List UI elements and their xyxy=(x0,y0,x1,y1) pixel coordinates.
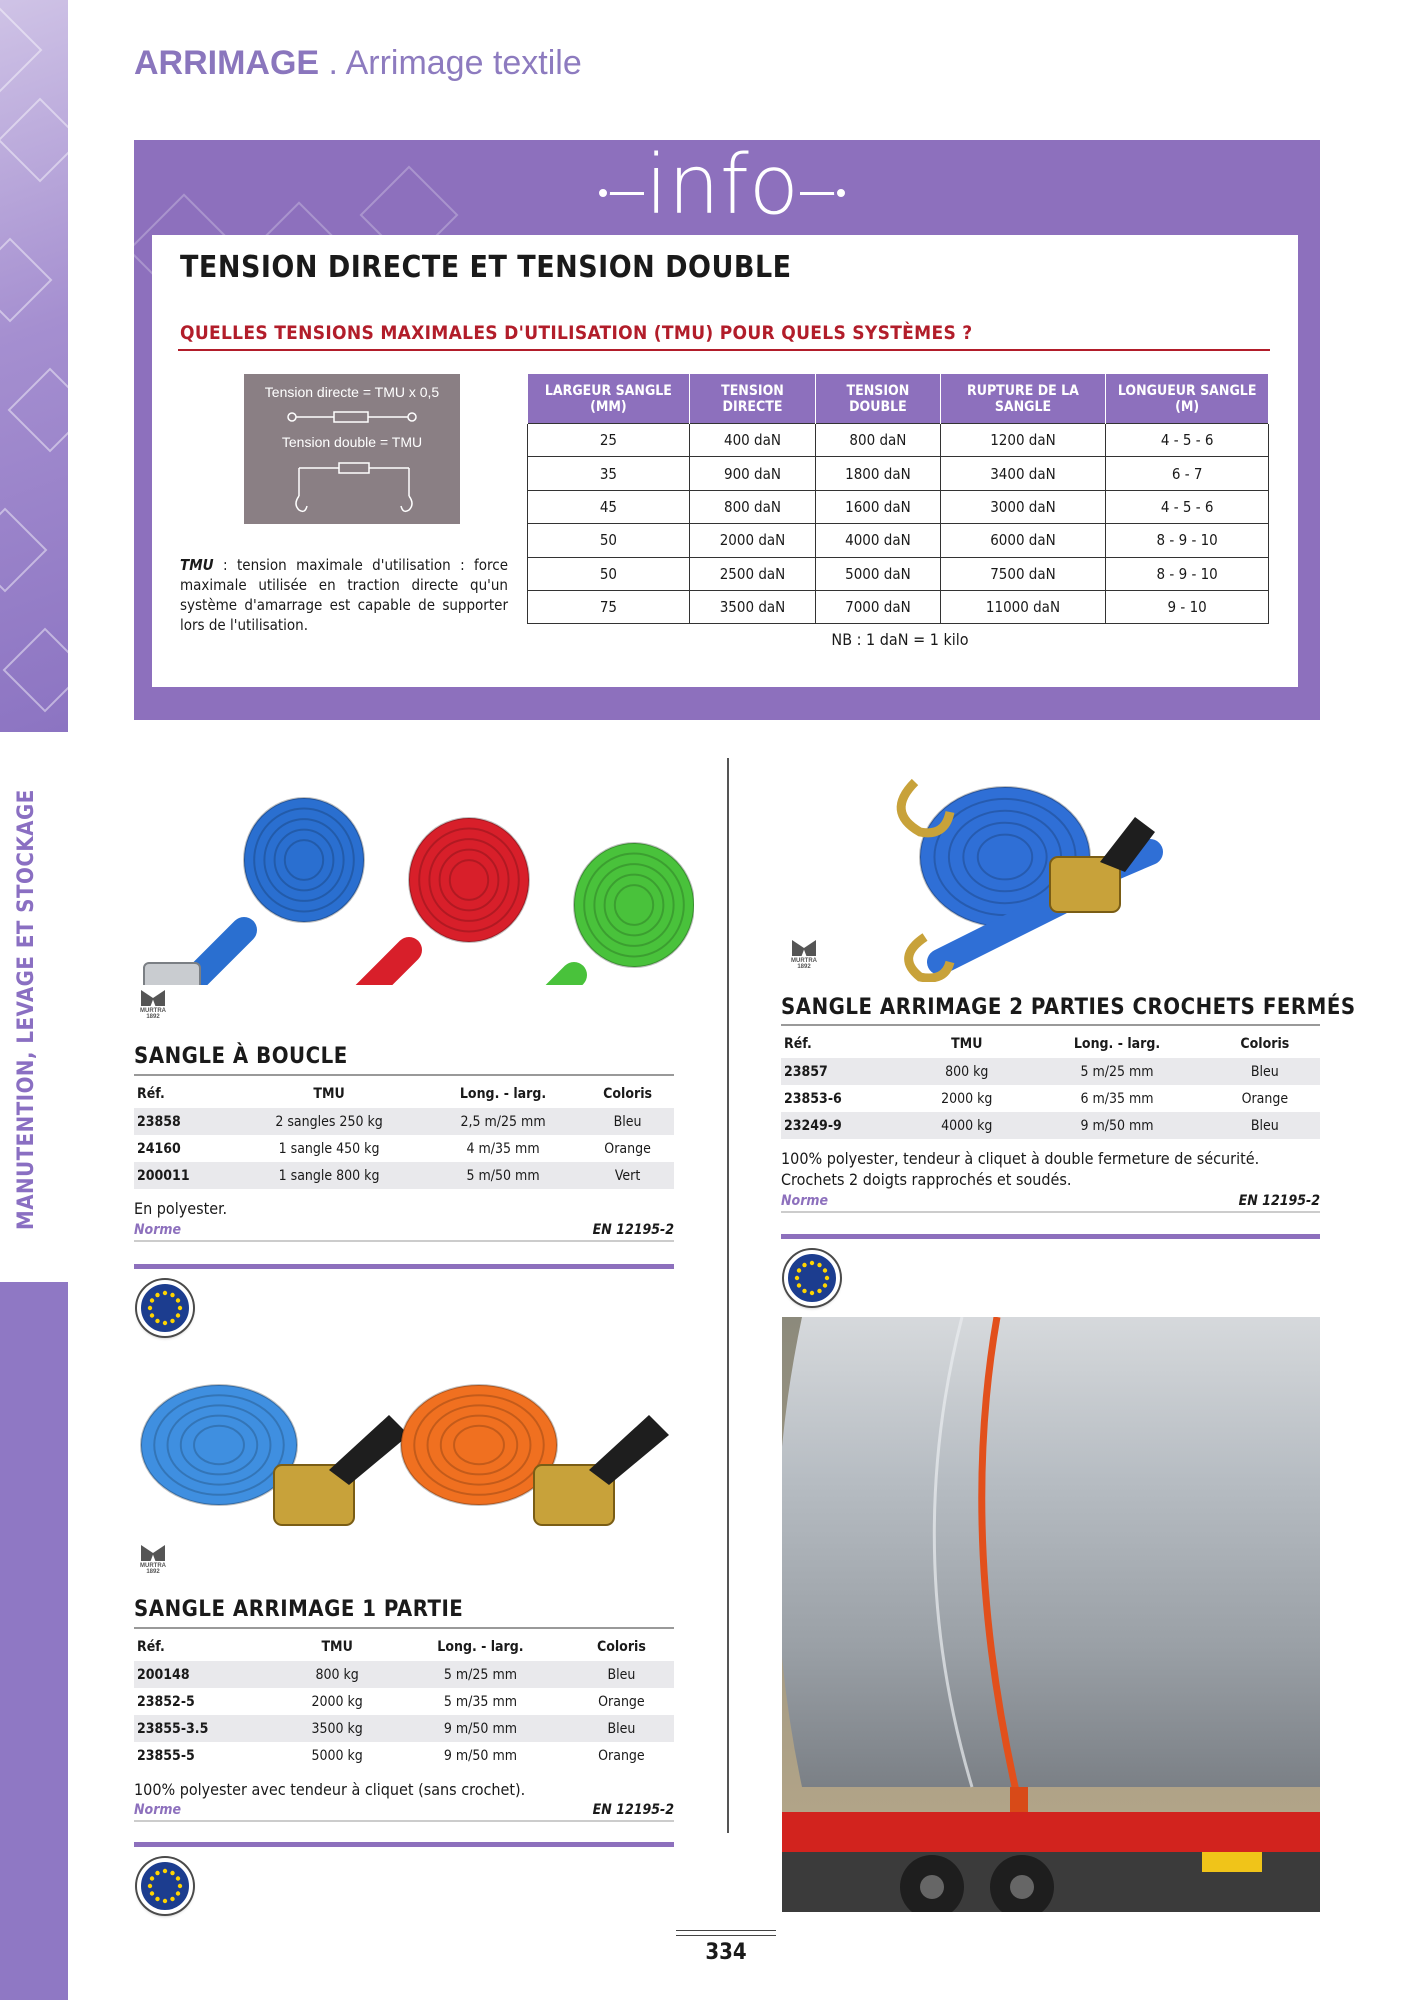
tmu-table-header: LARGEUR SANGLE (MM) xyxy=(528,374,690,424)
eu-star xyxy=(817,1263,821,1267)
strap-band xyxy=(339,950,409,985)
eu-star xyxy=(170,1293,174,1297)
product-table-header: Long. - larg. xyxy=(459,1086,547,1102)
eu-star xyxy=(802,1289,806,1293)
eu-star xyxy=(163,1321,167,1325)
eu-star xyxy=(148,1884,152,1888)
product-table-cell: Orange xyxy=(598,1693,645,1710)
eu-star xyxy=(163,1899,167,1903)
product-table-header-row xyxy=(134,1633,674,1661)
tmu-table-cell: 50 xyxy=(528,524,690,557)
tmu-table-cell: 6000 daN xyxy=(940,524,1106,557)
page-title-subsection: Arrimage textile xyxy=(345,44,582,82)
page-title-section: ARRIMAGE xyxy=(134,44,320,82)
product-table-cell: 2 sangles 250 kg xyxy=(233,1108,425,1135)
eu-stars xyxy=(141,1862,189,1910)
product-table-cell: Bleu xyxy=(581,1108,674,1135)
product-table-cell: 4 m/35 mm xyxy=(466,1140,540,1157)
product-table-cell: Bleu xyxy=(569,1715,674,1742)
product-table-header-row xyxy=(781,1030,1320,1058)
tmu-table-cell: 4 - 5 - 6 xyxy=(1106,490,1269,523)
product-end-rule xyxy=(134,1842,674,1847)
sangle-arrimage-2-parties-photo xyxy=(880,762,1190,982)
eu-star xyxy=(823,1268,827,1272)
sangle-a-boucle-photo xyxy=(134,765,694,985)
product-table xyxy=(134,1080,674,1189)
tmu-term: TMU xyxy=(180,556,214,574)
eu-stars xyxy=(141,1284,189,1332)
side-decoration xyxy=(0,0,68,732)
tmu-table-cell: 35 xyxy=(528,457,690,490)
tmu-table-cell: 4000 daN xyxy=(816,524,940,557)
tmu-table-cell: 45 xyxy=(528,490,690,523)
tmu-table-row xyxy=(528,524,1269,557)
product-table-cell: 200011 xyxy=(134,1162,233,1189)
product-title-rule xyxy=(781,1024,1320,1026)
sangle-arrimage-1-partie-photo xyxy=(134,1370,694,1550)
tmu-table-cell: 1800 daN xyxy=(816,457,940,490)
info-badge-line-left xyxy=(604,192,644,195)
product-table-header: Réf. xyxy=(137,1639,165,1655)
product-table-header-row xyxy=(134,1080,674,1108)
info-badge-dot-right xyxy=(834,186,848,200)
tmu-definition-text: : tension maximale d'utilisation : force maximale utilisée en traction directe qu'un système d'amarrage est capable de supporter lors de l'utilisation. xyxy=(180,556,508,634)
product-table-cell: 3500 kg xyxy=(282,1715,392,1742)
eu-star xyxy=(802,1263,806,1267)
product-table-cell: 23855-5 xyxy=(137,1747,195,1764)
tmu-table-cell: 25 xyxy=(528,424,690,457)
product-table-header: Réf. xyxy=(784,1036,812,1052)
brand-logo-name: MURTRA xyxy=(140,1008,166,1014)
tmu-table-cell: 800 daN xyxy=(689,490,815,523)
tmu-table-cell: 9 - 10 xyxy=(1106,590,1269,623)
eu-star xyxy=(825,1276,829,1280)
eu-star xyxy=(155,1897,159,1901)
product-description: 100% polyester avec tendeur à cliquet (sans crochet). xyxy=(134,1780,526,1799)
eu-flag-icon xyxy=(784,1250,840,1306)
brand-logo-name: MURTRA xyxy=(791,958,817,964)
product-table-cell: 5 m/35 mm xyxy=(443,1693,517,1710)
product-table-row xyxy=(134,1108,674,1135)
product-title: SANGLE À BOUCLE xyxy=(134,1044,348,1069)
tmu-table-row xyxy=(528,557,1269,590)
eu-star xyxy=(178,1306,182,1310)
eu-star xyxy=(148,1306,152,1310)
eu-star xyxy=(176,1891,180,1895)
ratchet-handle-icon xyxy=(589,1415,669,1485)
brand-logo-year: 1892 xyxy=(146,1014,160,1020)
eu-star xyxy=(170,1871,174,1875)
product-separator xyxy=(134,1820,674,1822)
tmu-table-cell: 3400 daN xyxy=(940,457,1106,490)
tmu-table-cell: 1600 daN xyxy=(816,490,940,523)
tension-direct-label: Tension directe = TMU x 0,5 xyxy=(264,384,440,400)
strap-roll xyxy=(409,818,529,942)
product-table-cell: Bleu xyxy=(1210,1112,1320,1139)
product-table-header: Coloris xyxy=(1240,1036,1290,1052)
tmu-table-cell: 800 daN xyxy=(816,424,940,457)
product-table-cell: 800 kg xyxy=(282,1661,392,1688)
page-number-rule xyxy=(676,1930,776,1936)
side-band-bottom xyxy=(0,1282,68,2000)
product-table-header: Coloris xyxy=(603,1086,652,1102)
product-table-row xyxy=(781,1058,1320,1085)
norme-label: Norme xyxy=(134,1802,182,1818)
eu-flag-icon xyxy=(137,1858,193,1914)
product-table-header: Long. - larg. xyxy=(1073,1036,1161,1052)
brand-logo-year: 1892 xyxy=(146,1569,160,1575)
page-title xyxy=(134,44,582,83)
tmu-table xyxy=(527,373,1269,624)
tmu-table-header: RUPTURE DE LA SANGLE xyxy=(940,374,1106,424)
product-end-rule xyxy=(134,1264,674,1269)
eu-star xyxy=(176,1876,180,1880)
product-table-cell: Vert xyxy=(581,1162,674,1189)
tmu-table-cell: 400 daN xyxy=(689,424,815,457)
tmu-table-header: TENSION DOUBLE xyxy=(816,374,940,424)
product-table-cell: 5 m/25 mm xyxy=(392,1661,569,1688)
direct-tension-icon xyxy=(284,406,424,428)
brand-logo xyxy=(133,1545,173,1579)
product-separator xyxy=(134,1240,674,1242)
product-table-cell: 9 m/50 mm xyxy=(1024,1112,1209,1139)
tmu-table-header: LONGUEUR SANGLE (M) xyxy=(1106,374,1269,424)
tmu-table-cell: 7000 daN xyxy=(816,590,940,623)
product-title: SANGLE ARRIMAGE 1 PARTIE xyxy=(134,1597,464,1622)
info-badge xyxy=(596,136,848,236)
product-table-cell: 9 m/50 mm xyxy=(392,1715,569,1742)
brand-logo xyxy=(784,940,824,974)
eu-star xyxy=(810,1261,814,1265)
tmu-table-cell: 8 - 9 - 10 xyxy=(1106,524,1269,557)
double-tension-icon xyxy=(284,456,424,518)
info-badge-dot-left xyxy=(596,186,610,200)
product-table-cell: 23853-6 xyxy=(784,1090,842,1107)
product-table-row xyxy=(781,1085,1320,1112)
eu-star xyxy=(170,1897,174,1901)
product-table-row xyxy=(134,1742,674,1769)
tmu-table-cell: 6 - 7 xyxy=(1106,457,1269,490)
tmu-table-cell: 900 daN xyxy=(689,457,815,490)
product-table-cell: Orange xyxy=(598,1747,645,1764)
eu-star xyxy=(150,1313,154,1317)
eu-star xyxy=(817,1289,821,1293)
brand-logo xyxy=(133,990,173,1024)
tmu-table-cell: 3000 daN xyxy=(940,490,1106,523)
tmu-table-row xyxy=(528,457,1269,490)
buckle-icon xyxy=(144,963,200,985)
product-table xyxy=(134,1633,674,1769)
page-title-separator: . xyxy=(319,44,346,82)
product-table-cell: 23855-3.5 xyxy=(134,1715,282,1742)
product-table-row xyxy=(134,1688,674,1715)
product-end-rule xyxy=(781,1234,1320,1239)
tmu-table-cell: 75 xyxy=(528,590,690,623)
page-number: 334 xyxy=(705,1940,747,1965)
brand-logo-year: 1892 xyxy=(797,964,811,970)
product-title-rule xyxy=(134,1074,674,1076)
eu-star xyxy=(150,1298,154,1302)
eu-star xyxy=(176,1298,180,1302)
tmu-note-conversion: NB : 1 daN = 1 kilo xyxy=(831,630,969,649)
strap-band xyxy=(504,975,574,985)
eu-star xyxy=(150,1891,154,1895)
tmu-table-cell: 5000 daN xyxy=(816,557,940,590)
product-table-header: TMU xyxy=(951,1036,983,1052)
product-table-cell: 1 sangle 450 kg xyxy=(278,1140,380,1157)
brand-logo-mark xyxy=(141,990,165,1006)
tension-diagram xyxy=(244,374,460,524)
hook-icon xyxy=(901,782,950,833)
eu-star xyxy=(163,1291,167,1295)
brand-logo-mark xyxy=(792,940,816,956)
tmu-table-cell: 3500 daN xyxy=(689,590,815,623)
tension-double-label: Tension double = TMU xyxy=(281,434,423,450)
product-table-cell: 4000 kg xyxy=(909,1112,1024,1139)
brand-logo-name: MURTRA xyxy=(140,1563,166,1569)
tmu-table-cell: 11000 daN xyxy=(940,590,1106,623)
product-table-row xyxy=(134,1661,674,1688)
product-table-cell: 23857 xyxy=(781,1058,909,1085)
product-table-cell: 5000 kg xyxy=(311,1747,363,1764)
product-table-row xyxy=(134,1715,674,1742)
eu-star xyxy=(150,1876,154,1880)
product-table-cell: 23858 xyxy=(134,1108,233,1135)
eu-star xyxy=(155,1871,159,1875)
product-table-header: Coloris xyxy=(596,1639,646,1655)
norme-value: EN 12195-2 xyxy=(1238,1193,1320,1209)
product-table-cell: 200148 xyxy=(134,1661,282,1688)
product-table-header: TMU xyxy=(321,1639,353,1655)
eu-star xyxy=(155,1319,159,1323)
product-description: En polyester. xyxy=(134,1199,228,1218)
eu-star xyxy=(170,1319,174,1323)
tmu-table-row xyxy=(528,490,1269,523)
product-table-header: Réf. xyxy=(137,1086,165,1102)
tanker-lashing-photo xyxy=(782,1317,1320,1912)
product-table-header: Long. - larg. xyxy=(437,1639,524,1655)
tmu-table-cell: 8 - 9 - 10 xyxy=(1106,557,1269,590)
tmu-table-cell: 7500 daN xyxy=(940,557,1106,590)
eu-star xyxy=(795,1276,799,1280)
eu-star xyxy=(155,1293,159,1297)
info-badge-label: info xyxy=(645,138,799,233)
norme-value: EN 12195-2 xyxy=(592,1802,674,1818)
tmu-table-cell: 2000 daN xyxy=(689,524,815,557)
eu-stars xyxy=(788,1254,836,1302)
product-table-cell: 5 m/50 mm xyxy=(425,1162,581,1189)
norme-label: Norme xyxy=(781,1193,829,1209)
tmu-definition xyxy=(180,555,508,635)
tmu-table-cell: 1200 daN xyxy=(940,424,1106,457)
info-heading: TENSION DIRECTE ET TENSION DOUBLE xyxy=(180,250,792,285)
info-divider xyxy=(178,349,1270,351)
product-title: SANGLE ARRIMAGE 2 PARTIES CROCHETS FERMÉS xyxy=(781,995,1356,1020)
eu-star xyxy=(810,1291,814,1295)
eu-star xyxy=(178,1884,182,1888)
product-table-cell: Orange xyxy=(1241,1090,1289,1107)
strap-roll xyxy=(574,843,694,967)
product-table-cell: 2,5 m/25 mm xyxy=(425,1108,581,1135)
strap-roll xyxy=(244,798,364,922)
brand-logo-mark xyxy=(141,1545,165,1561)
product-table-cell: Bleu xyxy=(1210,1058,1320,1085)
product-table xyxy=(781,1030,1320,1139)
product-table-row xyxy=(134,1162,674,1189)
product-table-row xyxy=(781,1112,1320,1139)
info-question: QUELLES TENSIONS MAXIMALES D'UTILISATION (TMU) POUR QUELS SYSTÈMES ? xyxy=(180,322,973,344)
product-table-cell: 24160 xyxy=(137,1140,181,1157)
product-table-header: TMU xyxy=(313,1086,345,1102)
product-table-cell: 1 sangle 800 kg xyxy=(233,1162,425,1189)
product-table-cell: 800 kg xyxy=(909,1058,1024,1085)
tmu-table-cell: 2500 daN xyxy=(689,557,815,590)
product-table-cell: 23852-5 xyxy=(137,1693,195,1710)
product-title-rule xyxy=(134,1627,674,1629)
product-table-cell: 9 m/50 mm xyxy=(443,1747,517,1764)
tmu-table-cell: 50 xyxy=(528,557,690,590)
eu-star xyxy=(163,1869,167,1873)
eu-star xyxy=(797,1268,801,1272)
product-table-cell: 2000 kg xyxy=(311,1693,363,1710)
ratchet-handle-icon xyxy=(329,1415,409,1485)
product-table-cell: 2000 kg xyxy=(941,1090,993,1107)
tmu-table-header: TENSION DIRECTE xyxy=(689,374,815,424)
product-description: 100% polyester, tendeur à cliquet à double fermeture de sécurité. Crochets 2 doigts rapprochés et soudés. xyxy=(781,1149,1260,1189)
tmu-table-row xyxy=(528,590,1269,623)
tmu-table-cell: 4 - 5 - 6 xyxy=(1106,424,1269,457)
eu-star xyxy=(176,1313,180,1317)
norme-label: Norme xyxy=(134,1222,182,1238)
column-divider xyxy=(727,758,729,1833)
product-table-cell: Bleu xyxy=(569,1661,674,1688)
eu-star xyxy=(823,1283,827,1287)
product-separator xyxy=(781,1211,1320,1213)
eu-star xyxy=(797,1283,801,1287)
product-table-cell: 23249-9 xyxy=(781,1112,909,1139)
product-table-cell: 5 m/25 mm xyxy=(1024,1058,1209,1085)
tmu-table-row xyxy=(528,424,1269,457)
norme-value: EN 12195-2 xyxy=(592,1222,674,1238)
product-table-cell: Orange xyxy=(604,1140,651,1157)
eu-flag-icon xyxy=(137,1280,193,1336)
product-table-row xyxy=(134,1135,674,1162)
product-table-cell: 6 m/35 mm xyxy=(1080,1090,1154,1107)
